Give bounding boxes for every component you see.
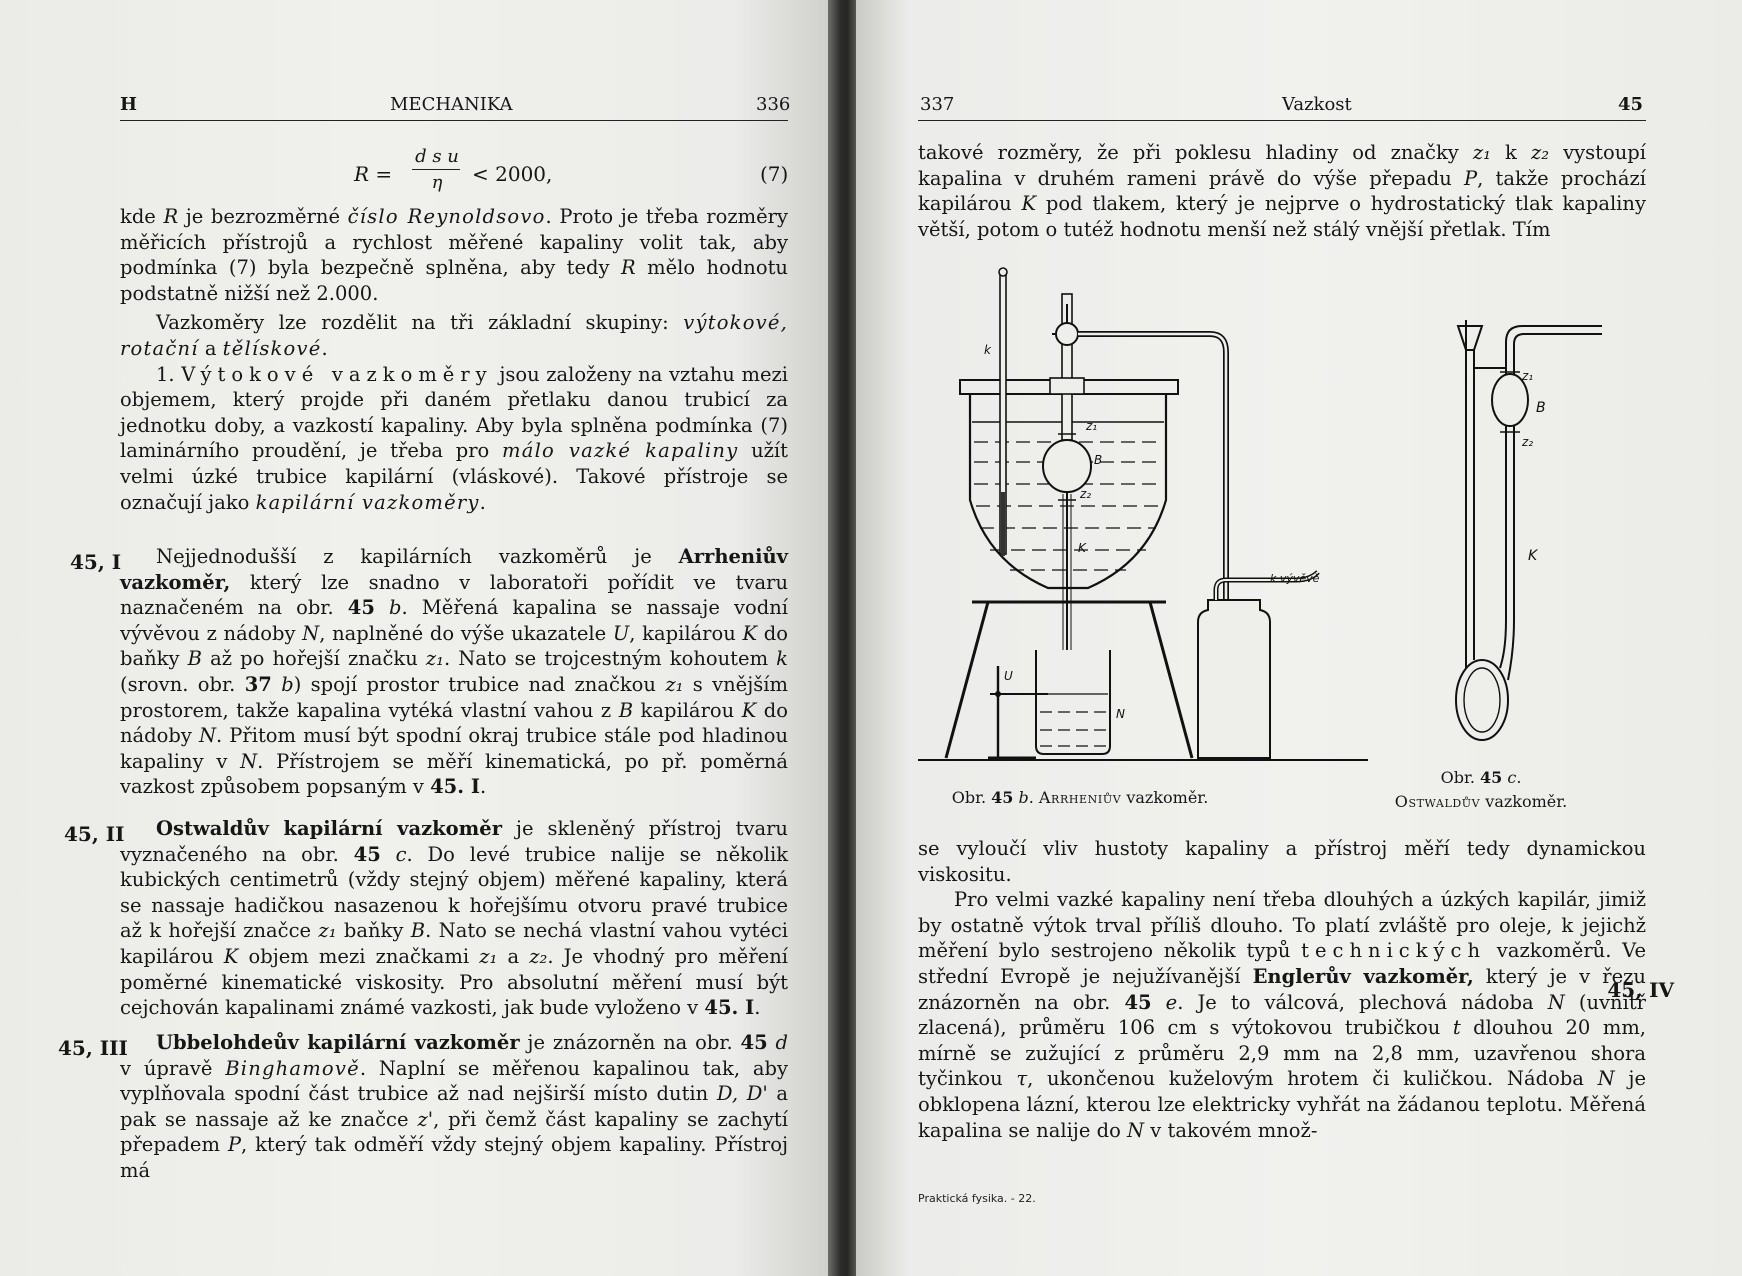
label-z1: z₁ [1086,419,1098,433]
left-text-ostwald [120,816,788,1021]
label-B: B [1536,400,1546,416]
pump-bottle [1198,600,1270,758]
text-run: . Přístrojem se měří kinematická, po př. poměrná vazkost způsobem popsaným v [120,749,788,799]
text-run: který je v řezu znázorněn na obr. [918,964,1646,1014]
text-run: Pro velmi vazké kapaliny není třeba dlouhých a úzkých kapilár, jimiž by ostatně výtok trval příliš dlouho. To platí zvláště pro oleje, k jejichž měření bylo sestrojeno několik typů [918,888,1646,963]
text-run: (srovn. obr. [120,672,245,696]
right-text-bottom [918,836,1646,1143]
right-text-top [918,140,1646,242]
text-run: 37 [244,672,272,696]
text-run: vazkoměr. [1121,788,1209,807]
text-run: d [767,1031,788,1054]
text-run: N [240,749,258,773]
text-run: P [227,1133,241,1157]
text-run: Arrheniův [1038,788,1122,807]
text-run: , naplněné do výše ukazatele [319,621,613,645]
label-z2: z₂ [1522,435,1534,449]
text-run: . Do levé trubice nalije se několik kubických centimetrů (vždy stejný objem) měřené kapaliny, která se nassaje hadičkou nasazenou k hořejšímu otvoru pravé trubice až k hořejší značce [120,842,789,943]
tripod-leg [1150,602,1192,758]
label-K: K [1078,541,1086,555]
text-run: b [374,596,402,620]
text-run: , ukončenou kuželovým hrotem či kuličkou. Nádoba [1027,1067,1598,1091]
text-run: Ostwaldův [1394,792,1481,811]
margin-label-45-III: 45, III [58,1036,128,1060]
right-header-title: Vazkost [1282,94,1352,115]
caption-figure-45c [1356,766,1606,814]
text-run: do baňky [120,621,788,671]
text-run: 45 [1124,990,1152,1014]
text-run: . [754,996,761,1020]
left-header-page-number: 336 [756,94,791,115]
text-run: z₁ [665,672,684,696]
formula-numerator: d s u [415,146,459,167]
figure-ostwald-viscometer [1452,320,1612,760]
paragraph-reynolds [120,204,788,306]
text-run: . Je vhodný pro měření poměrné kinematické viskosity. Pro absolutní měření musí být cejchován kapalinami známé vazkosti, jak bude vyloženo v [120,944,789,1020]
text-run: P [1463,166,1478,190]
right-page-header [918,86,1646,121]
text-run: je bezrozměrné [178,205,348,228]
text-run: Obr. [1440,768,1480,787]
paragraph-ostwald [120,816,788,1021]
text-run: . Měřená kapalina se nassaje vodní vývěvou z nádoby [120,596,788,645]
upper-tube-wall [1514,334,1602,374]
text-run: kapilární vazkoměry [255,490,480,514]
text-run: . [1028,788,1039,807]
left-text-arrhenius [120,544,788,800]
text-run: B [187,647,202,671]
text-run: je obklopena lázní, kterou lze elektricky vyhřát na žádanou teplotu. Měřená kapalina se nalije do [918,1067,1646,1142]
text-run: který lze snadno v laboratoři pořídit ve tvaru naznačeném na obr. [120,570,788,620]
text-run: k [1490,141,1531,164]
label-z2: z₂ [1080,487,1092,501]
text-run: . Nato se nechá vlastní vahou vytéci kapilárou [120,919,788,968]
thermometer-mercury [1001,492,1005,556]
paragraph-arrhenius [120,544,788,800]
text-run: jsou založeny na vztahu mezi objemem, který projde při daném přetlaku danou trubicí za jednotku doby, a vazkostí kapaliny. Aby byla splněna podmínka (7) laminárního proudění, je třeba pro [120,362,788,463]
text-run: t [1452,1016,1461,1040]
text-run: . [321,336,328,360]
funnel [1458,326,1482,350]
text-run: Ubbelohdeův kapilární vazkoměr [156,1031,520,1054]
text-run: B [618,698,634,722]
text-run: Výtokové vazkoměry [181,362,493,386]
text-run: 45. I [704,996,755,1020]
text-run: mělo hodnotu podstatně nižší než 2.000. [120,256,788,305]
left-page-header [120,86,791,121]
beaker-hatching [1040,712,1106,746]
tripod-leg [946,602,988,758]
text-run: s vnějším prostorem, takže kapalina vytéká vlastní vahou z [120,672,788,722]
text-run: ) spojí prostor trubice nad značkou [293,672,666,696]
text-run: a pak se nassaje až ke značce [120,1082,788,1131]
formula-lhs: R = [354,162,393,186]
paragraph-outflow-viscometers [120,362,788,516]
text-run: Obr. [951,788,992,807]
text-run: . [1516,768,1522,787]
label-B: B [1094,453,1103,467]
text-run: a [497,944,530,968]
text-run: užít velmi úzké trubice kapilární (vláskové). Takové přístroje se označují jako [120,439,788,514]
text-run: τ [1016,1067,1028,1091]
text-run: k [776,647,788,671]
text-run: z' [417,1107,434,1131]
text-run: takové rozměry, že při poklesu hladiny od značky [918,141,1473,164]
text-run: b [1013,788,1029,807]
text-run: až po hořejší značku [201,647,426,671]
text-run: tělískové [222,336,322,360]
text-run: N [1597,1067,1615,1091]
paragraph-engler [918,887,1646,1143]
right-header-page-number: 337 [920,94,955,115]
text-run: . [479,775,487,799]
margin-label-45-II: 45, II [64,822,125,846]
beaker-N [1036,650,1110,754]
margin-label-45-I: 45, I [70,550,122,574]
text-run: N [1127,1118,1145,1142]
text-run: v takovém množ- [1144,1118,1318,1142]
text-run: 45 [740,1031,768,1054]
text-run: Vazkoměry lze rozdělit na tři základní skupiny: [156,311,684,335]
text-run: Binghamově [225,1056,360,1080]
text-run: z₁ [425,647,444,671]
text-run: vazkoměrů. Ve střední Evropě je nejužívanější [918,939,1646,988]
capillary-K [1500,460,1506,668]
text-run: z₁ [1472,141,1491,164]
paragraph-dynamic-viscosity [918,836,1646,887]
text-run: K [742,621,758,645]
capillary-K-wall [1508,460,1514,680]
text-run: N [302,621,320,645]
text-run: K [741,698,757,722]
label-k: k [984,343,991,357]
text-run: 45 [1480,768,1503,787]
label-U: U [1004,669,1013,683]
text-run: c [1502,768,1517,787]
text-run: B [410,919,426,943]
text-run: 45. I [430,775,480,799]
text-run: 1. [156,362,182,386]
text-run: objem mezi značkami [238,944,480,968]
formula-fraction-bar [412,169,460,170]
text-run: číslo Reynoldsovo [347,205,546,228]
vessel-stopper [1050,378,1084,394]
margin-label-45-IV: 45, IV [1607,978,1674,1002]
label-N: N [1116,707,1125,721]
label-z1: z₁ [1522,369,1534,383]
text-run: K [223,944,239,968]
text-run: do nádoby [120,698,789,748]
text-run: . [479,490,486,514]
text-run: N [1547,990,1565,1014]
right-header-section: 45 [1618,94,1644,115]
label-k-vyveve: k vývěvě [1270,572,1320,585]
text-run: málo vazké kapaliny [502,439,739,463]
text-run: Arrheniův vazkoměr, [120,545,788,594]
text-run: N [198,724,217,748]
text-run: e [1151,990,1178,1014]
text-run: . Nato se trojcestným kohoutem [443,647,777,671]
text-run: dlouhou 20 mm, mírně se zužující z průměru 2,9 mm na 2,8 mm, uzavřenou shora tyčinkou [918,1016,1647,1091]
text-run: c [380,842,407,866]
text-run: Englerův vazkoměr, [1252,964,1474,988]
text-run: , kapilárou [629,621,743,645]
text-run: technických [1301,939,1487,963]
text-run: R [163,205,179,228]
text-run: 45 [347,596,375,620]
text-run: Nejjednodušší z kapilárních vazkoměrů je [156,545,679,568]
bulb-B [1043,440,1091,492]
text-run: je skleněný přístroj tvaru vyznačeného na obr. [120,817,788,866]
text-run: , který tak odměří vždy stejný objem kapaliny. Přístroj má [120,1133,788,1182]
stand-clamp [995,691,1001,697]
text-run: vazkoměr. [1480,792,1568,811]
right-page [856,0,1742,1276]
text-run: , při čemž část kapaliny se zachytí přepadem [120,1107,788,1157]
text-run: z₁ [479,944,498,968]
label-K: K [1528,548,1538,564]
formula-rhs: < 2000, [472,162,553,186]
text-run: K [1021,192,1037,216]
text-run: baňky [336,919,411,943]
text-run: . Naplní se měřenou kapalinou tak, aby vyplňovala spodní část trubice až nad nejširší místo dutin [120,1056,788,1106]
text-run: z₁ [318,919,337,943]
three-way-tap [1056,323,1078,345]
text-run: . Přitom musí být spodní okraj trubice stále pod hladinou kapaliny v [120,724,788,773]
text-run: kapilárou [633,698,742,722]
figure-arrhenius-viscometer [918,262,1438,772]
text-run: vystoupí kapalina v druhém rameni právě do výše přepadu [918,141,1646,190]
text-run: z₂ [1530,141,1550,164]
text-run: se vyloučí vliv hustoty kapaliny a přístroj měří tedy dynamickou viskositu. [918,837,1646,886]
text-run: (uvnitř zlacená), průměru 106 cm s výtokovou trubičkou [918,990,1646,1040]
text-run: výtokové, rotační [120,311,788,360]
paragraph-groups [120,310,788,361]
caption-figure-45b [916,788,1244,807]
text-run: R [620,256,636,280]
text-run: b [271,672,294,696]
text-run: Ostwaldův kapilární vazkoměr [156,817,502,840]
text-run: . Proto je třeba rozměry měřicích přístrojů a rychlost měřené kapaliny volit tak, aby podmínka (7) byla bezpečně splněna, aby tedy [120,205,788,280]
left-text-top [120,204,788,515]
text-run: , takže prochází kapilárou [918,166,1646,216]
page-footer: Praktická fysika. - 22. [918,1192,1036,1205]
text-run: D, D' [716,1082,768,1106]
left-text-ubbelohde [120,1030,788,1184]
text-run: z₂ [529,944,548,968]
formula-denominator: η [431,172,443,193]
formula-number: (7) [760,162,789,186]
text-run: kde [120,205,164,228]
text-run: 45 [353,842,381,866]
thermometer-top [999,268,1007,276]
text-run: je znázorněn na obr. [519,1031,741,1054]
paragraph-ubbelohde [120,1030,788,1184]
paragraph-ubbelohde-continued [918,140,1646,242]
text-run: 45 [991,788,1014,807]
text-run: a [198,336,223,360]
left-header-title: MECHANIKA [390,94,513,115]
text-run: pod tlakem, který je nejprve o hydrostatický tlak kapaliny větší, potom o tutéž hodnotu menší než stálý vnější přetlak. Tím [918,192,1646,241]
text-run: . Je to válcová, plechová nádoba [1177,990,1548,1014]
text-run: U [612,621,630,645]
left-header-section: H [120,94,138,115]
text-run: v úpravě [120,1056,226,1080]
formula-reynolds [120,138,788,194]
left-page [0,0,832,1276]
